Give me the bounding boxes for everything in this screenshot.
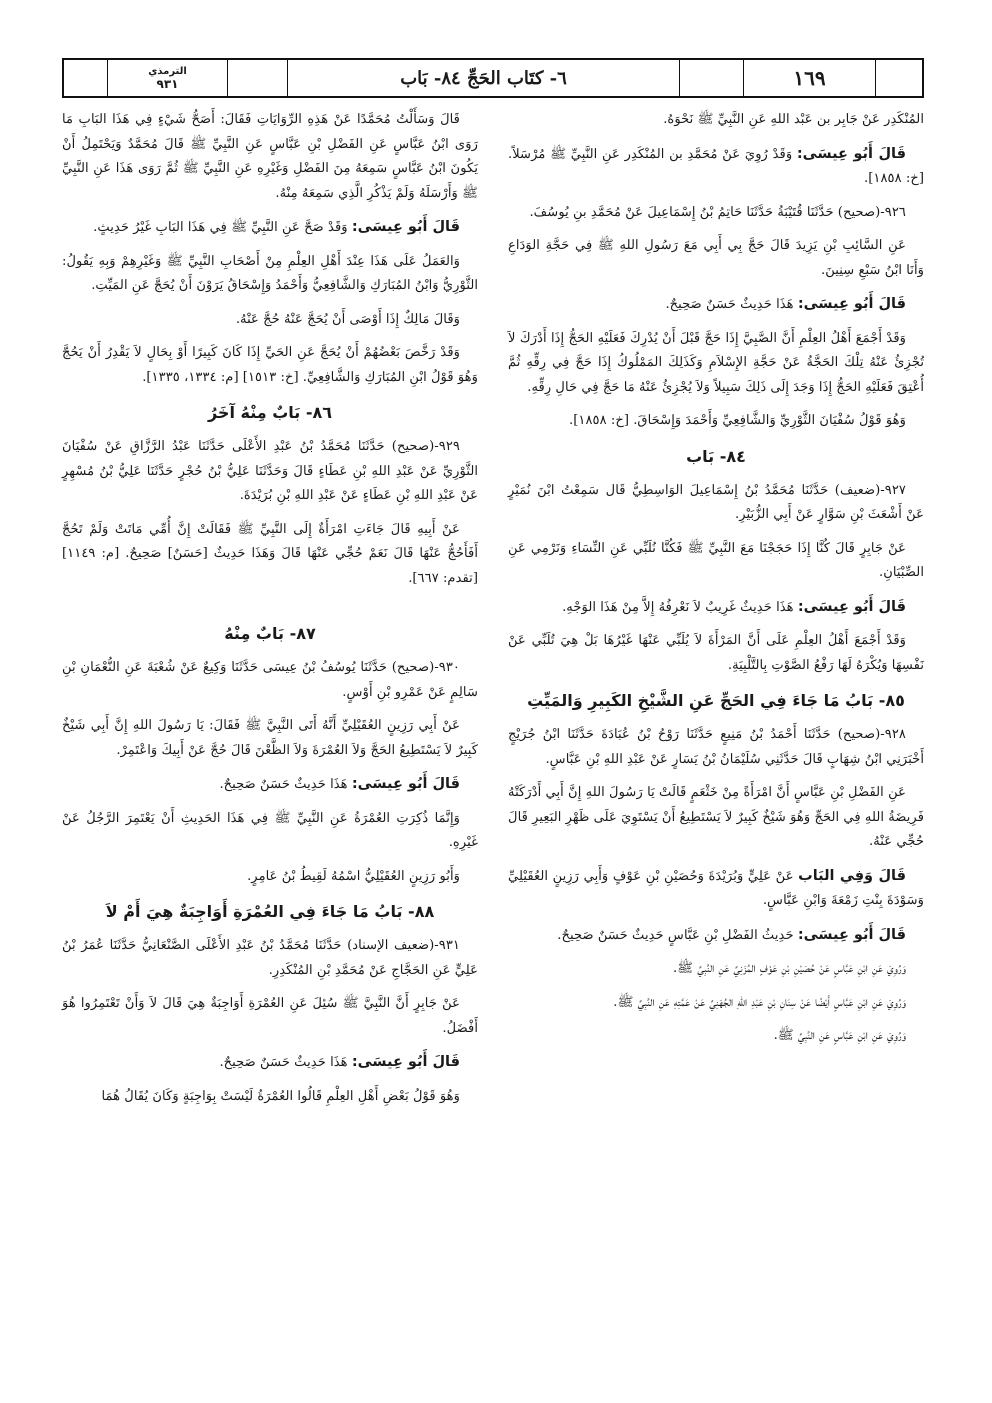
paragraph-text: وَهُوَ قَوْلُ سُفْيَانَ الثَّوْرِيِّ وَالشَّافِعِيِّ وَأَحْمَدَ وَإِسْحَاقَ. [خ: ١٨٥٨]. bbox=[569, 413, 906, 428]
paragraph-text: عَنْ جَابِرٍ أَنَّ النَّبِيَّ ﷺ سُئِلَ عَنِ العُمْرَةِ أَوَاجِبَةٌ هِيَ قَالَ لاَ وَأَنْ تَعْتَمِرُوا هُوَ أَفْضَلُ. bbox=[62, 996, 478, 1036]
chapter-heading: ٨٦- بَابٌ مِنْهُ آخَرُ bbox=[207, 403, 333, 422]
header-volume-page: ٩٣١ bbox=[156, 76, 179, 91]
paragraph-lead: قَالَ أَبُو عِيسَى: bbox=[351, 219, 460, 235]
chapter-heading: ٨٨- بَابُ مَا جَاءَ فِي العُمْرَةِ أَوَاجِبَةٌ هِيَ أَمْ لاَ bbox=[105, 902, 435, 921]
paragraph bbox=[62, 308, 478, 333]
paragraph-lead: قَالَ أَبُو عِيسَى: bbox=[797, 926, 906, 943]
paragraph-text: عَنْ أَبِي رَزِينٍ العُقَيْلِيِّ أَنَّهُ أَتَى النَّبِيَّ ﷺ فَقَالَ: يَا رَسُولَ اللهِ إِنَّ أَبِي شَيْخٌ كَبِيرٌ لاَ يَسْتَطِيعُ الحَجَّ وَلاَ العُمْرَةَ وَلاَ الظَّعْنَ قَالَ حُجَّ عَنْ أَبِيكَ وَاعْتَمِرْ. bbox=[62, 718, 478, 758]
paragraph bbox=[508, 923, 924, 949]
paragraph-text: وَقَدْ أَجْمَعَ أَهْلُ العِلْمِ عَلَى أَنَّ المَرْأَةَ لاَ يُلَبِّي عَنْهَا غَيْرُهَا بَلْ هِيَ تُلَبِّي عَنْ نَفْسِهَا وَيُكْرَهُ لَهَا رَفْعُ الصَّوْتِ بِالتَّلْبِيَةِ. bbox=[508, 633, 924, 673]
paragraph-text: عَنْ جَابِرٍ قَالَ كُنَّا إِذَا حَجَجْنَا مَعَ النَّبِيِّ ﷺ فَكُنَّا نُلَبِّي عَنِ النِّسَاءِ وَنَرْمِي عَنِ الصِّبْيَانِ. bbox=[508, 540, 924, 580]
paragraph-text: ٩٣١-(ضعيف الإسناد) حَدَّثَنَا مُحَمَّدُ بْنُ عَبْدِ الأَعْلَى الصَّنْعَانِيُّ حَدَّثَنَا عُمَرُ بْنُ عَلِيٍّ عَنِ الحَجَّاجِ عَنْ مُحَمَّدِ بْنِ المُنْكَدِرِ. bbox=[62, 938, 478, 978]
paragraph-text: وَقَدْ رُوِيَ عَنْ مُحَمَّدِ بن المُنْكَدِر عَنِ النَّبِيِّ ﷺ مُرْسَلاً. [خ: ١٨٥٨]. bbox=[508, 146, 924, 186]
paragraph-text: وَرُوِيَ عَنِ ابْنِ عَبَّاسٍ عَنِ النَّبِيِّ ﷺ. bbox=[773, 1028, 906, 1043]
paragraph-lead: قَالَ أَبُو عِيسَى: bbox=[796, 145, 906, 162]
paragraph bbox=[508, 957, 924, 982]
paragraph bbox=[508, 479, 924, 528]
paragraph-text: ٩٣٠-(صحيح) حَدَّثَنَا يُوسُفُ بْنُ عِيسَى حَدَّثَنَا وَكِيعٌ عَنْ شُعْبَةَ عَنِ النُّعْمَانِ بْنِ سَالِمٍ عَنْ عَمْرِو بْنِ أَوْسٍ. bbox=[62, 660, 478, 700]
chapter-heading: ٨٧- بَابٌ مِنْهُ bbox=[224, 624, 316, 643]
paragraph bbox=[508, 142, 924, 192]
paragraph bbox=[62, 215, 478, 241]
paragraph-text: وَقَالَ مَالِكٌ إِذَا أَوْصَى أَنْ يُحَجَّ عَنْهُ حُجَّ عَنْهُ. bbox=[235, 311, 460, 327]
paragraph-text: وَرُوِيَ عَنِ ابْنِ عَبَّاسٍ عَنْ حُصَيْنِ بْنِ عَوْفٍ المُزَنِيِّ عَنِ النَّبِيِّ ﷺ. bbox=[672, 961, 906, 976]
paragraph bbox=[508, 629, 924, 678]
paragraph bbox=[62, 1050, 478, 1076]
paragraph bbox=[62, 656, 478, 705]
paragraph-text: المُنْكَدِر عَنْ جَابِر بن عَبْد اللهِ عَنِ النَّبِيِّ ﷺ نَحْوَهُ. bbox=[663, 112, 924, 127]
paragraph-text: وَقَدْ رَخَّصَ بَعْضُهُمْ أَنْ يُحَجَّ عَنِ الحَيِّ إِذَا كَانَ كَبِيرًا أَوْ بِحَالٍ لاَ يَقْدِرُ أَنْ يَحُجَّ وَهُوَ قَوْلُ ابْنِ المُبَارَكِ وَالشَّافِعِيِّ. [خ: ١٥١٣] [م: ١٣٣٤، ١٣٣٥]. bbox=[62, 345, 478, 385]
paragraph bbox=[508, 781, 924, 855]
paragraph-text: وَأَبُو رَزِينٍ العُقَيْلِيُّ اسْمُهُ لَقِيطُ بْنُ عَامِرٍ. bbox=[247, 868, 460, 884]
paragraph bbox=[62, 1085, 478, 1110]
paragraph bbox=[508, 327, 924, 401]
paragraph bbox=[508, 108, 924, 133]
paragraph-text: ٩٢٩-(صحيح) حَدَّثَنَا مُحَمَّدُ بْنُ عَبْدِ الأَعْلَى حَدَّثَنَا عَبْدُ الرَّزَّاقِ عَنْ سُفْيَانَ الثَّوْرِيِّ عَنْ عَبْدِ اللهِ بْنِ عَطَاءٍ قَالَ وَحَدَّثَنَا عَلِيُّ بْنُ حُجْرٍ حَدَّثَنَا عَلِيُّ بْنُ مُسْهِرٍ عَنْ عَبْدِ اللهِ بْنِ عَطَاءٍ عَنْ عَبْدِ اللهِ بْنِ بُرَيْدَةَ. bbox=[62, 439, 478, 503]
spacer bbox=[62, 600, 478, 614]
paragraph bbox=[62, 518, 478, 592]
paragraph bbox=[62, 992, 478, 1041]
paragraph-text: ٩٢٦-(صحيح) حَدَّثَنَا قُتَيْبَةُ حَدَّثَنَا حَاتِمُ بْنُ إِسْمَاعِيلَ عَنْ مُحَمَّدِ بنِ يُوسُفَ. bbox=[529, 204, 906, 220]
paragraph-text: وَإِنَّمَا ذُكِرَتِ العُمْرَةُ عَنِ النَّبِيِّ ﷺ فِي هَذَا الحَدِيثِ أَنْ يَعْتَمِرَ الرَّجُلُ عَنْ غَيْرِهِ. bbox=[62, 810, 478, 850]
paragraph-text: حَدِيثُ الفَضْلِ بْنِ عَبَّاسٍ حَدِيثٌ حَسَنٌ صَحِيحٌ. bbox=[557, 927, 794, 943]
paragraph bbox=[508, 864, 924, 914]
paragraph-text: وَقَدْ صَحَّ عَنِ النَّبِيِّ ﷺ فِي هَذَا البَابِ غَيْرُ حَدِيثٍ. bbox=[93, 220, 348, 235]
paragraph bbox=[508, 234, 924, 283]
page-number: ١٦٩ bbox=[744, 60, 876, 96]
paragraph bbox=[508, 292, 924, 318]
paragraph bbox=[62, 714, 478, 763]
paragraph-text: هَذَا حَدِيثٌ حَسَنٌ صَحِيحٌ. bbox=[219, 777, 348, 792]
paragraph bbox=[62, 807, 478, 856]
paragraph-text: عَنِ السَّائِبِ بْنِ يَزِيدَ قَالَ حَجَّ بِي أَبِي مَعَ رَسُولِ اللهِ ﷺ فِي حَجَّةِ الوَدَاعِ وَأَنَا ابْنُ سَبْعِ سِنِينَ. bbox=[508, 238, 924, 278]
paragraph bbox=[62, 435, 478, 509]
paragraph bbox=[508, 537, 924, 586]
left-column bbox=[62, 108, 478, 1118]
paragraph-text: هَذَا حَدِيثٌ حَسَنٌ صَحِيحٌ. bbox=[665, 297, 794, 312]
paragraph-text: عَنِ الفَضْلِ بْنِ عَبَّاسٍ أَنَّ امْرَأَةً مِنْ خَثْعَمٍ قَالَتْ يَا رَسُولَ اللهِ إِنَّ أَبِي أَدْرَكَتْهُ فَرِيضَةُ اللهِ فِي الحَجِّ وَهُوَ شَيْخٌ كَبِيرٌ لاَ يَسْتَطِيعُ أَنْ يَسْتَوِيَ عَلَى ظَهْرِ البَعِيرِ قَالَ حُجِّي عَنْهُ. bbox=[508, 785, 924, 849]
header-book-name: الترمذي bbox=[148, 65, 187, 77]
paragraph-text: وَهُوَ قَوْلُ بَعْضِ أَهْلِ العِلْمِ قَالُوا العُمْرَةُ لَيْسَتْ بِوَاجِبَةٍ وَكَانَ يُقَالُ هُمَا bbox=[101, 1088, 460, 1104]
paragraph-lead: قَالَ أَبُو عِيسَى: bbox=[351, 1054, 460, 1070]
header-blank bbox=[228, 60, 288, 96]
paragraph bbox=[62, 772, 478, 798]
paragraph-text: وَرُوِيَ عَنِ ابْنِ عَبَّاسٍ أَيْضًا عَنْ سِنَانِ بْنِ عَبْدِ اللهِ الجُهَنِيِّ عَنْ عَمَّتِهِ عَنِ النَّبِيِّ ﷺ. bbox=[613, 994, 906, 1010]
paragraph-text: هَذَا حَدِيثٌ غَرِيبٌ لاَ نَعْرِفُهُ إِلاَّ مِنْ هَذَا الوَجْهِ. bbox=[562, 599, 794, 615]
paragraph bbox=[508, 595, 924, 621]
paragraph-text: عَنْ أَبِيهِ قَالَ جَاءَتِ امْرَأَةٌ إِلَى النَّبِيِّ ﷺ فَقَالَتْ إِنَّ أُمِّي مَاتَتْ وَلَمْ تَحُجَّ أَفَأَحُجُّ عَنْهَا قَالَ نَعَمْ حُجِّي عَنْهَا قَالَ وَهَذَا حَدِيثٌ [حَسَنٌ] صَحِيحٌ. [م: ١١٤٩] [تقدم: ٦٦٧]. bbox=[62, 521, 478, 586]
paragraph bbox=[62, 108, 478, 206]
paragraph-lead: قَالَ أَبُو عِيسَى: bbox=[351, 776, 460, 792]
paragraph-lead: قَالَ وَفِي البَاب bbox=[798, 867, 906, 884]
chapter-heading: ٨٤- بَاب bbox=[686, 446, 746, 466]
paragraph-text: ٩٢٨-(صحيح) حَدَّثَنَا أَحْمَدُ بْنُ مَنِيعٍ حَدَّثَنَا رَوْحُ بْنُ عُبَادَةَ حَدَّثَنَا ابْنُ جُرَيْجٍ أَخْبَرَنِي ابْنُ شِهَابٍ قَالَ حَدَّثَنِي سُلَيْمَانُ بْنُ يَسَارٍ عَنْ عَبْدِ اللهِ بْنِ عَبَّاسٍ. bbox=[508, 727, 924, 767]
paragraph-text: هَذَا حَدِيثٌ حَسَنٌ صَحِيحٌ. bbox=[219, 1055, 348, 1070]
paragraph-text: وَقَدْ أَجْمَعَ أَهْلُ العِلْمِ أَنَّ الصَّبِيَّ إِذَا حَجَّ قَبْلَ أَنْ يُدْرِكَ فَعَلَيْهِ الحَجُّ إِذَا أَدْرَكَ لاَ تُجْزِئُ عَنْهُ تِلْكَ الحَجَّةُ عَنْ حَجَّةِ الإِسْلاَمِ وَكَذَلِكَ المَمْلُوكُ إِذَا حَجَّ فِي رِقِّهِ ثُمَّ أُعْتِقَ فَعَلَيْهِ الحَجُّ إِذَا وَجَدَ إِلَى ذَلِكَ سَبِيلاً وَلاَ يُجْزِئُ عَنْهُ مَا حَجَّ فِي حَالِ رِقِّهِ. bbox=[508, 330, 924, 395]
header-blank-right bbox=[876, 60, 922, 96]
paragraph bbox=[62, 934, 478, 983]
paragraph bbox=[508, 1024, 924, 1049]
paragraph-text: ٩٢٧-(ضعيف) حَدَّثَنَا مُحَمَّدُ بْنُ إِسْمَاعِيلَ الوَاسِطِيُّ قَال سَمِعْتُ ابْنَ نُمَيْرٍ عَنْ أَشْعَثَ بْنِ سَوَّارٍ عَنْ أَبِي الزُّبَيْرِ. bbox=[508, 482, 924, 522]
paragraph-text: قَالَ وَسَأَلْتُ مُحَمَّدًا عَنْ هَذِهِ الرِّوَايَاتِ فَقَالَ: أَصَحُّ شَيْءٍ فِي هَذَا البَابِ مَا رَوَى ابْنُ عَبَّاسٍ عَنِ الفَضْلِ بْنِ عَبَّاسٍ عَنِ النَّبِيِّ ﷺ قَالَ مُحَمَّدٌ وَيَحْتَمِلُ أَنْ يَكُونَ ابْنُ عَبَّاسٍ سَمِعَهُ مِنَ الفَضْلِ وَغَيْرِهِ عَنِ النَّبِيِّ ﷺ ثُمَّ رَوَى هَذَا عَنِ النَّبِيِّ ﷺ وَأَرْسَلَهُ وَلَمْ يَذْكُرِ الَّذِي سَمِعَهُ مِنْهُ. bbox=[62, 112, 478, 201]
paragraph bbox=[508, 723, 924, 772]
paragraph bbox=[62, 250, 478, 299]
chapter-heading: ٨٥- بَابُ مَا جَاءَ فِي الحَجِّ عَنِ الشَّيْخِ الكَبِيرِ وَالمَيِّتِ bbox=[527, 691, 905, 710]
header-blank-left bbox=[64, 60, 108, 96]
paragraph-text: عَنْ عَلِيٍّ وَبُرَيْدَةَ وَحُصَيْنِ بْنِ عَوْفٍ وَأَبِي رَزِينٍ العُقَيْلِيِّ وَسَوْدَةَ بِنْتِ زَمْعَةَ وَابْنِ عَبَّاسٍ. bbox=[508, 868, 924, 908]
paragraph bbox=[508, 409, 924, 434]
paragraph-lead: قَالَ أَبُو عِيسَى: bbox=[797, 296, 906, 312]
running-header bbox=[62, 58, 924, 98]
paragraph-text: وَالعَمَلُ عَلَى هَذَا عِنْدَ أَهْلِ العِلْمِ مِنْ أَصْحَابِ النَّبِيِّ ﷺ وَغَيْرِهِمْ وَبِهِ يَقُولُ: الثَّوْرِيُّ وَابْنُ المُبَارَكِ وَالشَّافِعِيُّ وَأَحْمَدُ وَإِسْحَاقُ يَرَوْنَ أَنْ يُحَجَّ عَنِ المَيِّتِ. bbox=[62, 253, 478, 293]
paragraph bbox=[508, 991, 924, 1016]
paragraph bbox=[62, 865, 478, 890]
header-title: ٦- كتَاب الحَجِّ ٨٤- بَاب bbox=[288, 60, 680, 96]
header-blank bbox=[680, 60, 744, 96]
paragraph bbox=[508, 201, 924, 226]
header-book-ref bbox=[108, 60, 228, 96]
book-page bbox=[62, 58, 924, 1358]
paragraph-lead: قَالَ أَبُو عِيسَى: bbox=[797, 598, 906, 615]
paragraph bbox=[62, 341, 478, 390]
right-column bbox=[508, 108, 924, 1058]
